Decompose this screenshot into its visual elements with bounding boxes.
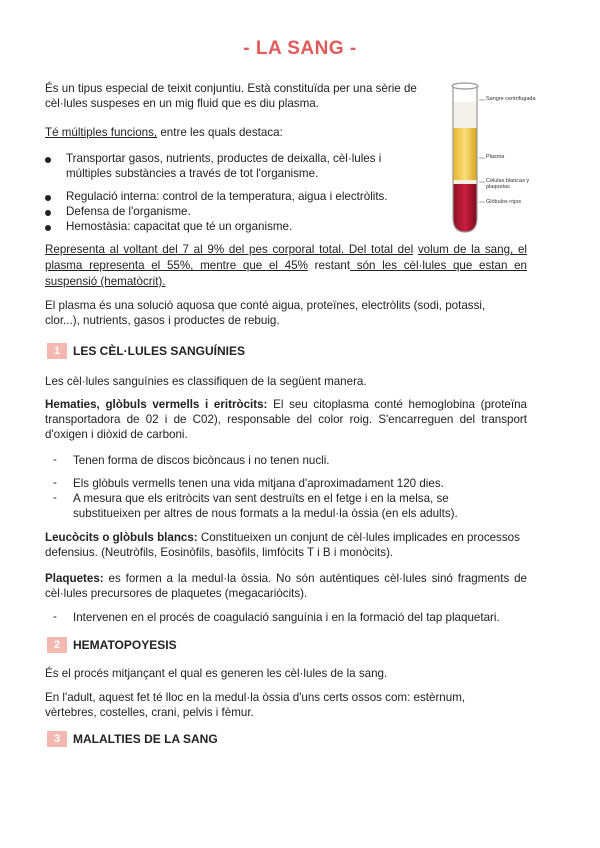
dash-item: A mesura que els eritròcits van sent destruïts en el fetge i en la melsa, se substitueixen per altres de nous formats a la medul·la òssia (en els adults). <box>73 492 458 520</box>
plaquetes-paragraph <box>45 571 527 601</box>
dash-item: Intervenen en el procés de coagulació sanguínia i en la formació del tap plaquetari. <box>73 611 500 624</box>
plasma-paragraph: El plasma és una solució aquosa que conté aigua, proteïnes, electròlits (sodi, potassi, clor...), nutrients, gasos i productes de rebuig. <box>45 299 486 327</box>
represent-a: Representa al voltant del 7 al 9% del pes corporal total. Del total del <box>45 243 414 256</box>
leucocits-paragraph <box>45 530 525 560</box>
bullet-item: Transportar gasos, nutrients, productes de deixalla, cèl·lules i múltiples substàncies a través de tot l'organisme. <box>66 152 382 180</box>
dash-marker: - <box>53 610 57 623</box>
plaquetes-label: Plaquetes: <box>45 572 104 585</box>
hematies-text: El seu citoplasma conté hemoglobina (proteïna transportadora de 02 i de C02), responsable del color roig. S'encarreguen del transport d'oxigen i diòxid de carboni. <box>45 398 527 441</box>
hematopoyesis-paragraph-2: En l'adult, aquest fet té lloc en la medul·la òssia d'uns certs ossos com: estèrnum, vèrtebres, costelles, crani, pelvis i fèmur. <box>45 691 466 719</box>
plaquetes-text: es formen a la medul·la òssia. No són autèntiques cèl·lules sinó fragments de cèl·lules precursores de plaquetes (megacariòcits). <box>45 572 527 600</box>
tube-label-white: Células blancas y plaquetas <box>486 178 530 190</box>
bullet-dot <box>45 210 51 216</box>
represent-paragraph <box>45 242 527 290</box>
tube-rim <box>452 83 478 89</box>
hematies-paragraph <box>45 397 527 442</box>
bullet-dot <box>45 157 51 163</box>
page-title: - LA SANG - <box>243 38 357 59</box>
tube-buffy-layer <box>453 180 477 184</box>
section-number: 1 <box>47 343 67 359</box>
section-number: 3 <box>47 731 67 747</box>
tube-plasma-layer <box>453 128 477 180</box>
section-number: 2 <box>47 637 67 653</box>
tube-label-top: Sangre centrifugada <box>486 96 536 102</box>
dash-item: Tenen forma de discos bicòncaus i no tenen nucli. <box>73 454 330 467</box>
represent-c: restant <box>307 259 351 272</box>
section-title: MALALTIES DE LA SANG <box>73 732 218 746</box>
leucocits-label: Leucòcits o glòbuls blancs: <box>45 531 198 544</box>
hematies-label: Hematies, glòbuls vermells i eritròcits: <box>45 398 268 411</box>
cells-intro: Les cèl·lules sanguínies es classifiquen de la següent manera. <box>45 375 367 388</box>
bullet-item: Hemostàsia: capacitat que té un organisme. <box>66 220 293 233</box>
bullet-dot <box>45 225 51 231</box>
leucocits-text: Constitueixen un conjunt de cèl·lules implicades en processos defensius. (Neutròfils, Eosinòfils, basòfils, limfòcits T i B i monòcits). <box>45 531 520 559</box>
dash-marker: - <box>53 476 57 489</box>
hematopoyesis-paragraph-1: És el procés mitjançant el qual es generen les cèl·lules de la sang. <box>45 667 388 680</box>
dash-item: Els glòbuls vermells tenen una vida mitjana d'aproximadament 120 dies. <box>73 477 444 490</box>
section-title: LES CÈL·LULES SANGUÍNIES <box>73 344 246 358</box>
section-title: HEMATOPOYESIS <box>73 638 177 652</box>
represent-b: volum de la sang, el plasma representa el 55%, mentre que el 45% <box>45 243 527 272</box>
tube-label-red: Glóbulos rojos <box>486 199 522 205</box>
functions-rest: entre les quals destaca: <box>157 126 283 139</box>
tube-label-plasma: Plasma <box>486 154 505 160</box>
test-tube-illustration <box>440 80 560 240</box>
bullet-dot <box>45 195 51 201</box>
functions-underlined: Té múltiples funcions, <box>45 126 158 139</box>
tube-red-layer <box>453 184 477 232</box>
intro-paragraph: És un tipus especial de teixit conjuntiu. Està constituïda per una sèrie de cèl·lules suspeses en un mig fluid que es diu plasma. <box>45 82 417 110</box>
bullet-item: Regulació interna: control de la temperatura, aigua i electròlits. <box>66 190 388 203</box>
represent-d: són les cèl·lules que estan en suspensió (hematòcrit). <box>45 259 528 288</box>
functions-heading <box>45 125 430 140</box>
dash-marker: - <box>53 453 57 466</box>
bullet-item: Defensa de l'organisme. <box>66 205 191 218</box>
dash-marker: - <box>53 491 57 504</box>
